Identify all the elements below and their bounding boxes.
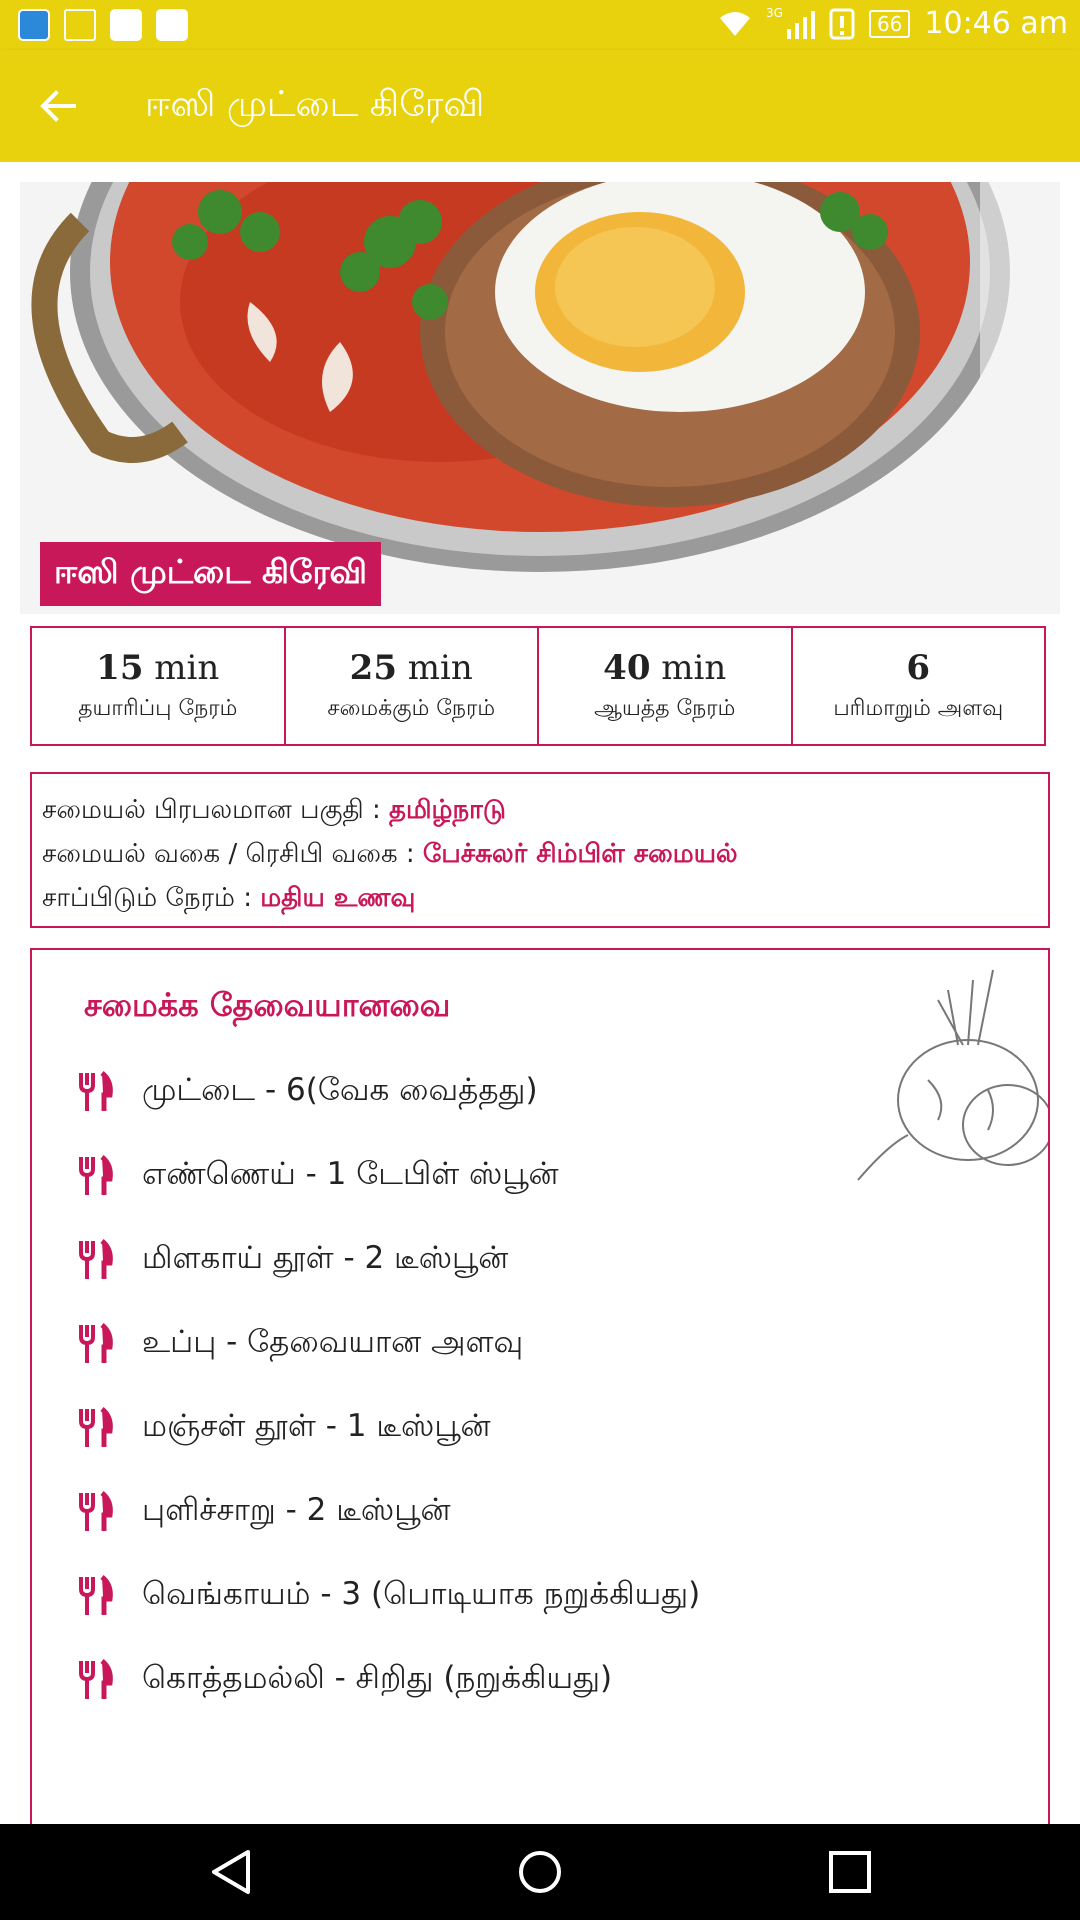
ingredient-item: [78, 1134, 700, 1218]
stat-value: 25: [349, 648, 397, 688]
ingredient-item: [78, 1386, 700, 1470]
servings-stat: [793, 628, 1045, 744]
recipe-image: [20, 182, 1060, 614]
fork-knife-icon: [78, 1575, 114, 1617]
ingredient-text: புளிச்சாறு - 2 டீஸ்பூன்: [142, 1492, 451, 1528]
ingredient-item: [78, 1470, 700, 1554]
recipe-info: [30, 772, 1050, 928]
stat-label: தயாரிப்பு நேரம்: [78, 696, 238, 721]
total-time-stat: [539, 628, 793, 744]
ingredient-item: [78, 1554, 700, 1638]
stat-value: 15: [96, 648, 144, 688]
recipe-content: [0, 162, 1080, 1824]
gallery-icon: [64, 9, 96, 41]
stat-label: ஆயத்த நேரம்: [594, 696, 736, 721]
back-arrow-icon[interactable]: [36, 84, 80, 128]
fork-knife-icon: [78, 1071, 114, 1113]
type-row: [42, 832, 1038, 876]
ingredient-text: எண்ணெய் - 1 டேபிள் ஸ்பூன்: [142, 1156, 559, 1192]
page-title: ஈஸி முட்டை கிரேவி: [145, 84, 485, 125]
ingredient-item: [78, 1218, 700, 1302]
alert-icon: [829, 8, 855, 40]
ingredient-text: உப்பு - தேவையான அளவு: [142, 1324, 524, 1360]
notification-icon: [156, 9, 188, 41]
prep-time-stat: [32, 628, 286, 744]
stat-value: 40: [603, 648, 651, 688]
battery-indicator: 66: [869, 10, 910, 38]
signal-icon: [785, 9, 815, 39]
ingredient-text: வெங்காயம் - 3 (பொடியாக நறுக்கியது): [142, 1576, 701, 1612]
fork-knife-icon: [78, 1491, 114, 1533]
network-type: 3G: [766, 6, 783, 20]
notification-icons: [18, 9, 188, 41]
stat-unit: min: [143, 648, 220, 688]
meal-label: சாப்பிடும் நேரம் :: [42, 883, 261, 913]
stat-value: 6: [906, 648, 931, 688]
fork-knife-icon: [78, 1407, 114, 1449]
status-bar: [0, 0, 1080, 50]
fork-knife-icon: [78, 1323, 114, 1365]
ingredient-text: முட்டை - 6(வேக வைத்தது): [142, 1072, 538, 1108]
ingredient-text: கொத்தமல்லி - சிறிது (நறுக்கியது): [142, 1660, 613, 1696]
ingredients-title: சமைக்க தேவையானவை: [84, 986, 451, 1024]
vegetable-sketch-icon: [848, 950, 1048, 1190]
status-time: 10:46 am: [924, 6, 1068, 41]
type-value: பேச்சுலர் சிம்பிள் சமையல்: [422, 839, 738, 869]
system-nav-bar: [0, 1824, 1080, 1920]
meal-row: [42, 876, 1038, 920]
cook-time-stat: [286, 628, 540, 744]
ingredients-section: [30, 948, 1050, 1824]
ingredients-list: [78, 1050, 700, 1722]
type-label: சமையல் வகை / ரெசிபி வகை :: [42, 839, 423, 869]
stat-label: பரிமாறும் அளவு: [833, 696, 1004, 721]
region-row: [42, 788, 1038, 832]
recipe-stats: [30, 626, 1046, 746]
ingredient-text: மஞ்சள் தூள் - 1 டீஸ்பூன்: [142, 1408, 491, 1444]
stat-unit: min: [650, 648, 727, 688]
ingredient-item: [78, 1302, 700, 1386]
fork-knife-icon: [78, 1659, 114, 1701]
region-label: சமையல் பிரபலமான பகுதி :: [42, 795, 390, 825]
region-value: தமிழ்நாடு: [389, 795, 506, 825]
app-bar: [0, 50, 1080, 162]
wifi-icon: [718, 10, 752, 38]
stat-unit: min: [397, 648, 473, 688]
recipe-title-badge: ஈஸி முட்டை கிரேவி: [40, 542, 381, 606]
fork-knife-icon: [78, 1155, 114, 1197]
nav-back-icon[interactable]: [208, 1848, 256, 1896]
meal-value: மதிய உணவு: [260, 883, 416, 913]
ingredient-text: மிளகாய் தூள் - 2 டீஸ்பூன்: [142, 1240, 509, 1276]
nav-recents-icon[interactable]: [826, 1848, 874, 1896]
fork-knife-icon: [78, 1239, 114, 1281]
ingredient-item: [78, 1638, 700, 1722]
nav-home-icon[interactable]: [516, 1848, 564, 1896]
share-app-icon: [18, 9, 50, 41]
stat-label: சமைக்கும் நேரம்: [327, 696, 496, 721]
notification-icon: [110, 9, 142, 41]
ingredient-item: [78, 1050, 700, 1134]
